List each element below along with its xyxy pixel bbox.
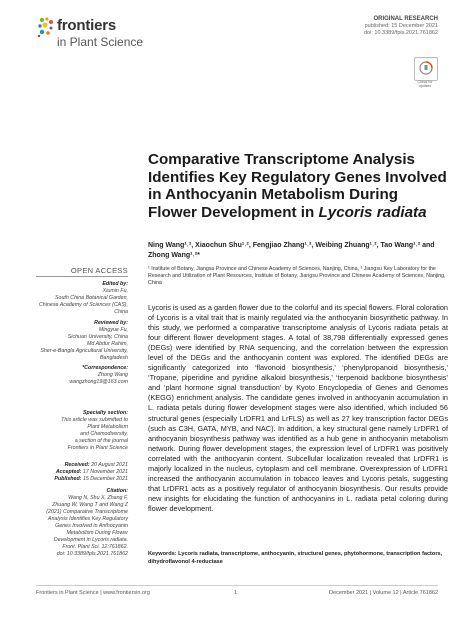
published-row <box>36 476 128 483</box>
citation-line: Genes Involved in Anthocyanin <box>55 523 128 529</box>
citation-line: Wang N, Shu X, Zhang F, <box>68 495 128 501</box>
page-number: 1 <box>234 590 238 596</box>
reviewer-line: Sichuan University, China <box>67 334 128 340</box>
article-title <box>148 151 448 221</box>
specialty-line: a section of the journal <box>74 438 128 444</box>
keywords-section <box>148 551 448 566</box>
keywords-label: Keywords: <box>148 551 177 557</box>
logo-journal-name: in Plant Science <box>57 35 144 49</box>
accepted-date: 17 November 2021 <box>82 469 128 475</box>
keywords-text: Lycoris radiata, transcriptome, anthocyanin, structural genes, phytohormone, transcription factors, dihydroflavonol 4-reductase <box>148 551 443 565</box>
specialty-line: Plant Metabolism <box>87 424 128 430</box>
article-type: ORIGINAL RESEARCH <box>373 16 438 22</box>
reviewer-line: Sher-e-Bangla Agricultural University, <box>40 348 128 354</box>
editor-line: Chinese Academy of Sciences (CAS), <box>38 302 128 308</box>
footer-journal[interactable]: Frontiers in Plant Science | www.frontiersin.org <box>36 590 150 596</box>
title-main: Comparative Transcriptome Analysis Identifies Key Regulatory Genes Involved in Anthocyanin Metabolism During Flower Development in <box>148 151 447 221</box>
sidebar-divider <box>36 276 128 277</box>
doi-link[interactable]: doi: 10.3389/fpls.2021.761862 <box>363 30 438 36</box>
abstract <box>148 303 448 514</box>
citation-line: doi: 10.3389/fpls.2021.761862 <box>56 551 128 557</box>
check-for-updates-icon[interactable] <box>414 57 438 81</box>
correspondence-label: *Correspondence: <box>82 365 128 371</box>
correspondent-name: Zhong Wang <box>97 372 128 378</box>
reviewer-line: Bangladesh <box>100 355 128 361</box>
specialty-line: This article was submitted to <box>61 417 128 423</box>
specialty-label: Specialty section: <box>82 410 128 416</box>
citation-line: Front. Plant Sci. 12:761862. <box>62 544 128 550</box>
specialty-section <box>36 410 128 452</box>
abstract-text: Lycoris is used as a garden flower due to the colorful and its special flowers. Floral coloration of Lycoris is a vital trait that is mainly regulated via the anthocyanin biosynthetic pathway. In this study, we performed a comparative transcriptome analysis of Lycoris radiata petals at four different flower development stages. A total of 38,798 differentially expressed genes (DEGs) were identified by RNA sequencing, and the correlation between the expression level of the DEGs and the anthocyanin content was explored. The identified DEGs are significantly categorized into ‘flavonoid biosynthesis,’ ‘phenylpropanoid biosynthesis,’ ‘Tropane, piperidine and pyridine alkaloid biosynthesis,’ ‘terpenoid backbone biosynthesis’ and ‘plant hormone signal transduction’ by Kyoto Encyclopedia of Genes and Genomes (KEGG) enrichment analysis. The candidate genes involved in anthocyanin accumulation in L. radiata petals during flower development stages were also identified, which included 56 structural genes (especially LrDFR1 and LrFLS) as well as 27 key transcription factor DEGs (such as C3H, GATA, MYB, and NAC). In addition, a key structural gene namely LrDFR1 of anthocyanin biosynthesis pathway was identified as a hub gene in anthocyanin metabolism network. During flower development stages, the expression level of LrDFR1 was positively correlated with the anthocyanin content. Subcellular localization revealed that LrDFR1 is majorly localized in the nucleus, cytoplasm and cell membrane. Overexpression of LrDFR1 increased the anthocyanin accumulation in tobacco leaves and Lycoris petals, suggesting that LrDFR1 acts as a positively regulator of anthocyanin biosynthesis. Our results provide new insights for elucidating the function of anthocyanins in L. radiata petal coloring during flower development. <box>148 303 448 513</box>
editor-line: Xiumin Fu, <box>102 288 128 294</box>
citation-line: Zhuang W, Wang T and Wang Z <box>52 502 128 508</box>
dates-section <box>36 462 128 483</box>
frontiers-logo-icon <box>36 16 56 38</box>
correspondence-section <box>36 365 128 386</box>
editor-line: South China Botanical Garden, <box>54 295 128 301</box>
received-label: Received: <box>64 462 90 468</box>
affiliations: ¹ Institute of Botany, Jiangsu Province and Chinese Academy of Sciences, Nanjing, China, ² Jiangsu Key Laboratory for the Research and Utilization of Plant Resources, Institute of Botany, Jiangsu Province and Chinese Academy of Sciences, Nanjing, China <box>148 266 446 286</box>
citation-section <box>36 488 128 558</box>
accepted-label: Accepted: <box>55 469 82 475</box>
correspondent-email[interactable]: wangzhong19@163.com <box>69 379 128 385</box>
author-list: Ning Wang¹˒², Xiaochun Shu¹˒², Fengjiao Zhang¹˒², Weibing Zhuang¹˒², Tao Wang¹˒² and Zhong Wang¹˒²* <box>148 242 435 259</box>
accepted-row <box>36 469 128 476</box>
reviewed-by-label: Reviewed by: <box>94 320 128 326</box>
check-for-updates-label: Check for updates <box>417 80 433 88</box>
published-side-date: 15 December 2021 <box>82 476 128 482</box>
citation-line: Analysis Identifies Key Regulatory <box>47 516 128 522</box>
published-date: published: 15 December 2021 <box>364 23 438 29</box>
citation-line: (2021) Comparative Transcriptome <box>46 509 128 515</box>
open-access-label: OPEN ACCESS <box>70 266 128 275</box>
edited-by-label: Edited by: <box>102 281 128 287</box>
edited-by-section <box>36 281 128 316</box>
footer-issue: December 2021 | Volume 12 | Article 761862 <box>329 590 438 596</box>
logo-wordmark: frontiers <box>57 17 117 34</box>
specialty-line: and Chemodiversity, <box>80 431 128 437</box>
citation-line: Metabolism During Flower <box>66 530 128 536</box>
title-species: Lycoris radiata <box>318 203 427 221</box>
published-label: Published: <box>54 476 82 482</box>
received-date: 20 August 2021 <box>91 462 128 468</box>
citation-line: Development in Lycoris radiata. <box>53 537 128 543</box>
citation-label: Citation: <box>106 488 128 494</box>
reviewer-line: Md Abdur Rahim, <box>86 341 128 347</box>
reviewed-by-section <box>36 320 128 362</box>
reviewer-line: Mingyue Fu, <box>98 327 128 333</box>
footer-divider <box>36 585 438 586</box>
editor-line: China <box>114 309 128 315</box>
received-row <box>36 462 128 469</box>
specialty-line: Frontiers in Plant Science <box>67 445 128 451</box>
